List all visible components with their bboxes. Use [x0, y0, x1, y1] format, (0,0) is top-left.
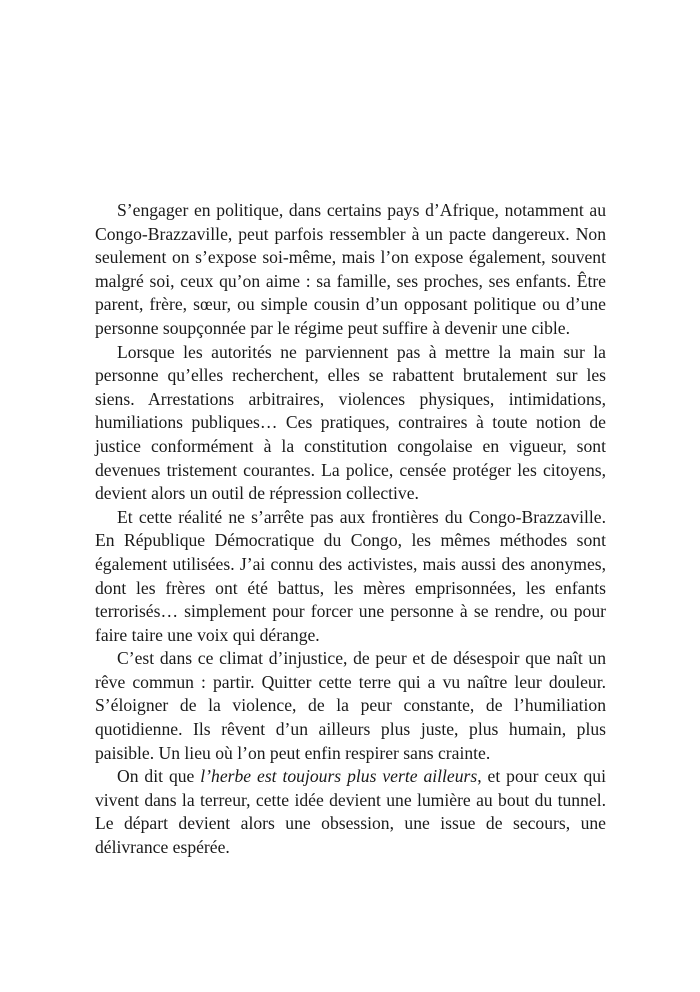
paragraph-5	[95, 765, 606, 859]
paragraph-5-end: , et pour ceux qui vivent dans la terreur, cette idée devient une lumière au bout du tunnel. Le départ devient alors une obsession, une issue de secours, une délivrance espérée.	[95, 766, 606, 858]
paragraph-1: S’engager en politique, dans certains pays d’Afrique, notamment au Congo-Brazzaville, peut parfois ressembler à un pacte dangereux. Non seulement on s’expose soi-même, mais l’on expose également, souvent malgré soi, ceux qu’on aime : sa famille, ses proches, ses enfants. Être parent, frère, sœur, ou simple cousin d’un opposant politique ou d’une personne soupçonnée par le régime peut suffire à devenir une cible.	[95, 200, 606, 338]
paragraph-5-start: On dit que	[117, 766, 201, 787]
paragraph-5-italic-phrase: l’herbe est toujours plus verte ailleurs	[200, 766, 478, 787]
paragraph-2: Lorsque les autorités ne parviennent pas à mettre la main sur la personne qu’elles recherchent, elles se rabattent brutalement sur les siens. Arrestations arbitraires, violences physiques, intimidations, humiliations publiques… Ces pratiques, contraires à toute notion de justice conformément à la constitution congolaise en vigueur, sont devenues tristement courantes. La police, censée protéger les citoyens, devient alors un outil de répression collective.	[95, 341, 606, 504]
paragraph-3: Et cette réalité ne s’arrête pas aux frontières du Congo-Brazzaville. En République Démocratique du Congo, les mêmes méthodes sont également utilisées. J’ai connu des activistes, mais aussi des anonymes, dont les frères ont été battus, les mères emprisonnées, les enfants terrorisés… simplement pour forcer une personne à se rendre, ou pour faire taire une voix qui dérange.	[95, 506, 606, 645]
paragraph-4: C’est dans ce climat d’injustice, de peur et de désespoir que naît un rêve commun : partir. Quitter cette terre qui a vu naître leur douleur. S’éloigner de la violence, de la peur constante, de l’humiliation quotidienne. Ils rêvent d’un ailleurs plus juste, plus humain, plus paisible. Un lieu où l’on peut enfin respirer sans crainte.	[95, 648, 606, 763]
body-text	[95, 199, 606, 860]
